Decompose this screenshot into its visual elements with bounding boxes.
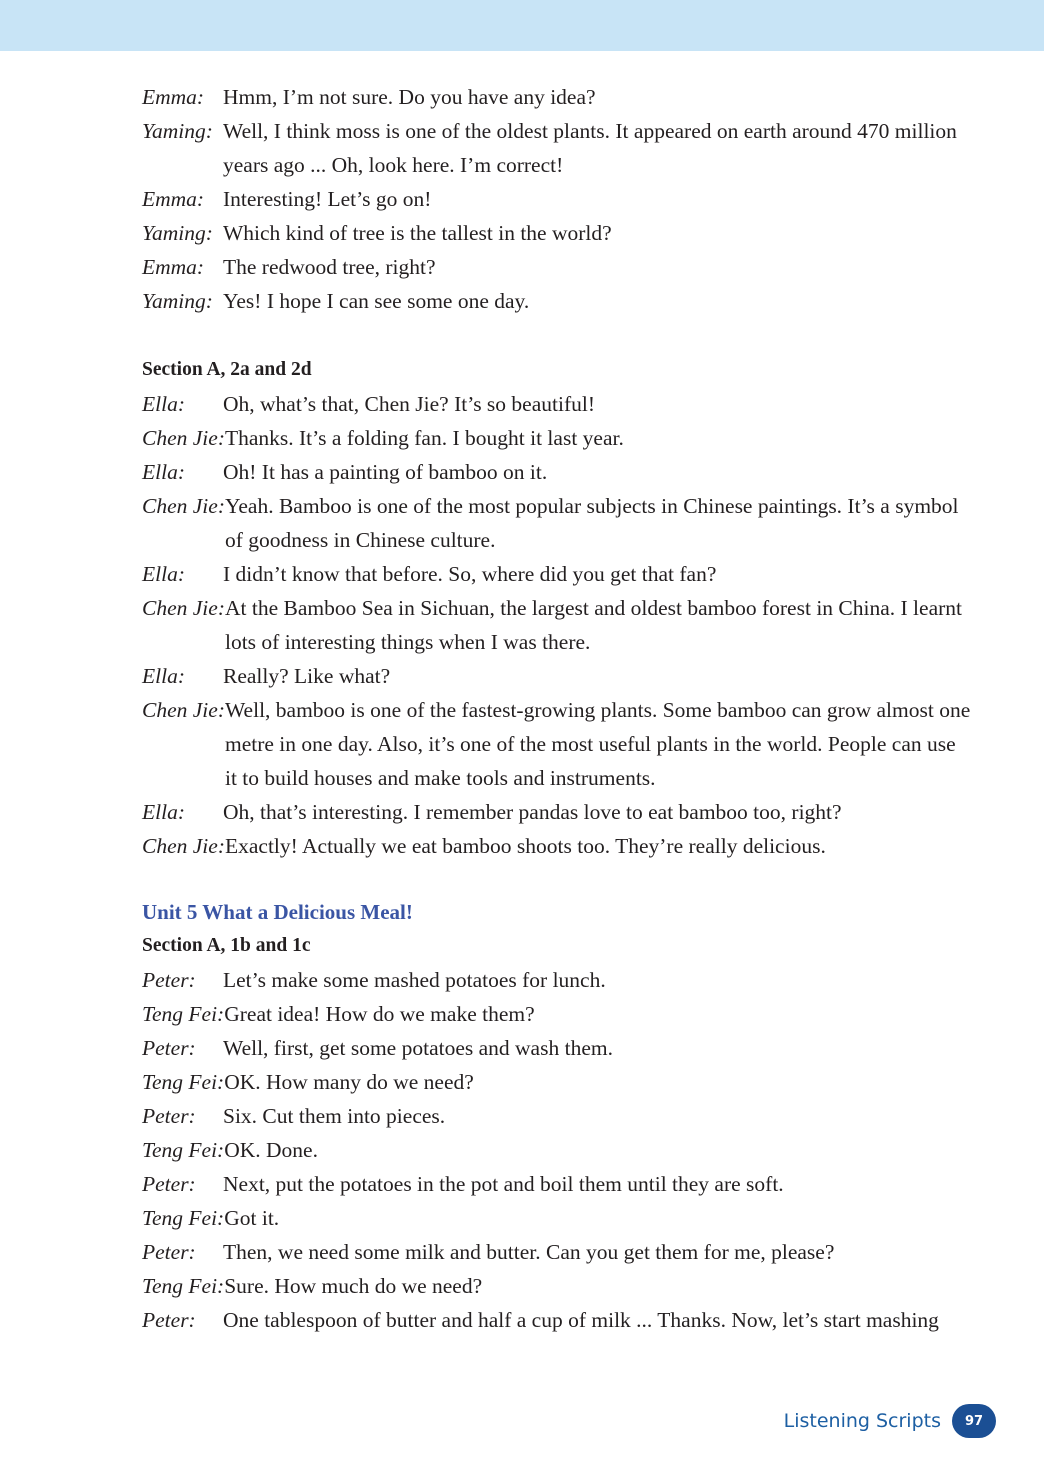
speech-text: Well, I think moss is one of the oldest plants. It appeared on earth around 470 million years ago ... Oh, look here. I’m correct! (223, 119, 957, 177)
speaker-name: Yaming: (142, 221, 213, 245)
speaker-name: Peter: (142, 1036, 196, 1060)
dialogue-line (142, 1031, 972, 1065)
unit-heading: Unit 5 What a Delicious Meal! (142, 900, 413, 924)
dialogue-line (142, 1167, 972, 1201)
speaker-name: Chen Jie: (142, 494, 225, 518)
speech-text: OK. How many do we need? (224, 1070, 474, 1094)
speech-text: Then, we need some milk and butter. Can you get them for me, please? (223, 1240, 835, 1264)
dialogue-line (142, 1099, 972, 1133)
speech-text: Let’s make some mashed potatoes for lunch. (223, 968, 606, 992)
speech-text: Hmm, I’m not sure. Do you have any idea? (223, 85, 596, 109)
dialogue-line (142, 1201, 972, 1235)
speaker-name: Yaming: (142, 289, 213, 313)
speech-text: The redwood tree, right? (223, 255, 436, 279)
speaker-name: Chen Jie: (142, 596, 225, 620)
speech-text: Oh, that’s interesting. I remember pandas love to eat bamboo too, right? (223, 800, 842, 824)
speech-text: Sure. How much do we need? (224, 1274, 483, 1298)
speaker-name: Chen Jie: (142, 698, 225, 722)
speech-text: Got it. (224, 1206, 280, 1230)
speaker-name: Ella: (142, 392, 185, 416)
speaker-name: Emma: (142, 85, 205, 109)
speech-text: Well, bamboo is one of the fastest-growing plants. Some bamboo can grow almost one metre in one day. Also, it’s one of the most useful plants in the world. People can use it to build houses and make tools and instruments. (224, 698, 971, 790)
section-heading: Section A, 1b and 1c (142, 935, 311, 956)
dialogue-line (142, 997, 972, 1031)
dialogue-line (142, 1303, 972, 1337)
speech-text: Great idea! How do we make them? (224, 1002, 535, 1026)
speech-text: Exactly! Actually we eat bamboo shoots too. They’re really delicious. (224, 834, 826, 858)
dialogue-line (142, 284, 972, 318)
speaker-name: Emma: (142, 255, 205, 279)
dialogue-line (142, 1133, 972, 1167)
speaker-name: Teng Fei: (142, 1070, 225, 1094)
speaker-name: Emma: (142, 187, 205, 211)
speaker-name: Teng Fei: (142, 1138, 225, 1162)
speaker-name: Teng Fei: (142, 1002, 225, 1026)
speech-text: Interesting! Let’s go on! (223, 187, 432, 211)
speaker-name: Ella: (142, 460, 185, 484)
dialogue-line (142, 182, 972, 216)
speaker-name: Chen Jie: (142, 426, 225, 450)
speech-text: Which kind of tree is the tallest in the world? (223, 221, 612, 245)
speaker-name: Peter: (142, 1240, 196, 1264)
speaker-name: Ella: (142, 562, 185, 586)
speech-text: Next, put the potatoes in the pot and boil them until they are soft. (223, 1172, 784, 1196)
speaker-name: Peter: (142, 968, 196, 992)
speaker-name: Peter: (142, 1104, 196, 1128)
speech-text: Thanks. It’s a folding fan. I bought it last year. (224, 426, 624, 450)
dialogue-line (142, 455, 972, 489)
speech-text: OK. Done. (224, 1138, 318, 1162)
speech-text: One tablespoon of butter and half a cup of milk ... Thanks. Now, let’s start mashing (223, 1308, 939, 1332)
speech-text: Yeah. Bamboo is one of the most popular subjects in Chinese paintings. It’s a symbol of goodness in Chinese culture. (224, 494, 959, 552)
section-heading: Section A, 2a and 2d (142, 359, 312, 380)
dialogue-line (142, 250, 972, 284)
top-header-band (0, 0, 1044, 51)
speech-text: At the Bamboo Sea in Sichuan, the largest and oldest bamboo forest in China. I learnt lots of interesting things when I was there. (224, 596, 962, 654)
speaker-name: Teng Fei: (142, 1206, 225, 1230)
dialogue-line (142, 489, 972, 557)
dialogue-line (142, 591, 972, 659)
dialogue-line (142, 659, 972, 693)
speech-text: Yes! I hope I can see some one day. (223, 289, 530, 313)
speaker-name: Peter: (142, 1172, 196, 1196)
script-content (142, 80, 972, 1337)
dialogue-line (142, 829, 972, 863)
page-footer (784, 1404, 996, 1438)
page-number-badge: 97 (952, 1404, 996, 1438)
dialogue-line (142, 1269, 972, 1303)
speech-text: Really? Like what? (223, 664, 391, 688)
dialogue-line (142, 1235, 972, 1269)
dialogue-line (142, 1065, 972, 1099)
dialogue-line (142, 387, 972, 421)
speech-text: I didn’t know that before. So, where did you get that fan? (223, 562, 717, 586)
dialogue-line (142, 795, 972, 829)
dialogue-line (142, 557, 972, 591)
dialogue-line (142, 963, 972, 997)
speaker-name: Teng Fei: (142, 1274, 225, 1298)
speaker-name: Ella: (142, 800, 185, 824)
speaker-name: Chen Jie: (142, 834, 225, 858)
dialogue-line (142, 216, 972, 250)
speaker-name: Peter: (142, 1308, 196, 1332)
dialogue-line (142, 114, 972, 182)
speech-text: Six. Cut them into pieces. (223, 1104, 446, 1128)
dialogue-line (142, 421, 972, 455)
dialogue-line (142, 693, 972, 795)
speaker-name: Yaming: (142, 119, 213, 143)
speech-text: Well, first, get some potatoes and wash them. (223, 1036, 613, 1060)
speaker-name: Ella: (142, 664, 185, 688)
dialogue-line (142, 80, 972, 114)
footer-label: Listening Scripts (783, 1410, 941, 1432)
speech-text: Oh! It has a painting of bamboo on it. (223, 460, 548, 484)
speech-text: Oh, what’s that, Chen Jie? It’s so beautiful! (223, 392, 595, 416)
